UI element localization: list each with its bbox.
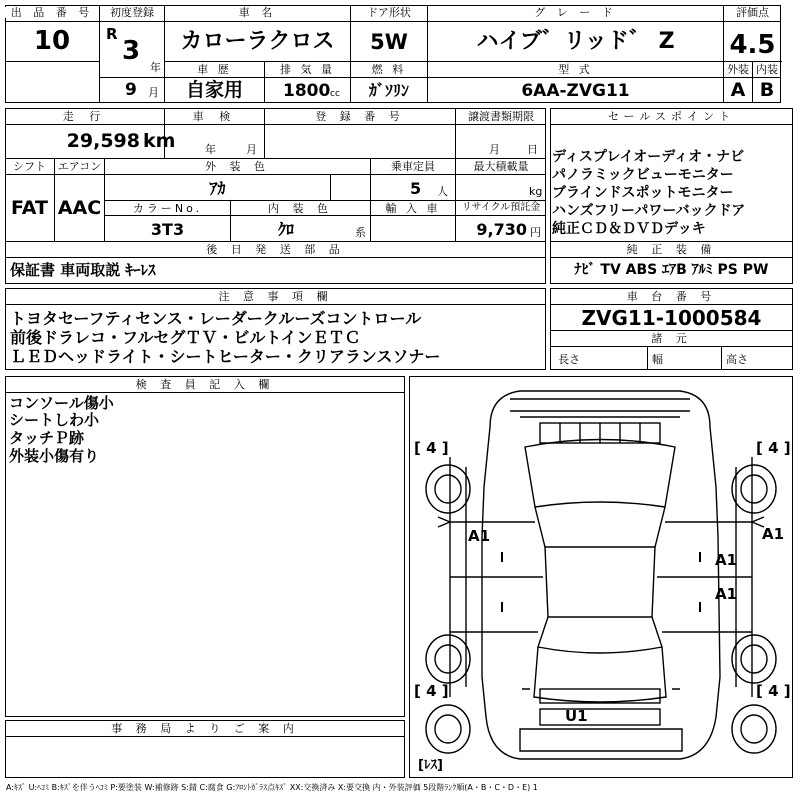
- color-no: 3T3: [150, 220, 185, 239]
- mileage-label: 走 行: [62, 110, 107, 123]
- transfer-day-unit: 日: [527, 143, 538, 156]
- equip-label: 純 正 装 備: [626, 243, 717, 256]
- shift-label: シフト: [13, 160, 46, 173]
- first-reg-year: 3: [122, 36, 141, 66]
- seats-label: 乗車定員: [391, 160, 435, 173]
- recycle-label: リサイクル預託金: [461, 202, 541, 213]
- year-unit: 年: [150, 61, 161, 74]
- mileage: 29,598: [66, 130, 140, 152]
- recycle-fee: 9,730: [476, 220, 527, 239]
- model-label: 型 式: [558, 63, 593, 76]
- tire-rear-right: [ 4 ]: [756, 682, 791, 700]
- spare-tire: [ﾚｽ]: [418, 758, 443, 773]
- note-line: ＬＥＤヘッドライト・シートヒーター・クリアランスソナー: [10, 347, 441, 366]
- displacement-label: 排 気 量: [280, 63, 335, 76]
- inspection-month-unit: 月: [246, 143, 257, 156]
- door-label: ドア形状: [367, 6, 411, 19]
- inspector-line: 外装小傷有り: [9, 447, 100, 465]
- sales-line: パノラミックビューモニター: [552, 167, 734, 183]
- sales-line: ブラインドスポットモニター: [552, 185, 734, 201]
- int-color-unit: 系: [355, 226, 366, 239]
- damage-mark-right-fender: A1: [762, 525, 785, 543]
- note-line: トヨタセーフティセンス・レーダークルーズコントロール: [10, 309, 422, 328]
- tire-front-left: [ 4 ]: [414, 439, 449, 457]
- plate-label: 登 録 番 号: [315, 110, 405, 123]
- notes-label: 注 意 事 項 欄: [218, 290, 333, 303]
- inspector-label: 検 査 員 記 入 欄: [135, 378, 275, 391]
- era: R: [106, 25, 118, 43]
- office-label: 事 務 局 よ り ご 案 内: [111, 722, 299, 735]
- recycle-unit: 円: [530, 226, 541, 239]
- inspection-label: 車 検: [192, 110, 237, 123]
- seats: 5: [410, 179, 422, 198]
- interior-grade: B: [759, 79, 775, 101]
- aircon-label: エアコン: [57, 160, 102, 173]
- transfer-label: 譲渡書類期限: [468, 110, 534, 123]
- exterior-grade: A: [730, 79, 746, 101]
- aircon: AAC: [57, 197, 102, 219]
- transfer-month-unit: 月: [489, 143, 500, 156]
- fuel-label: 燃 料: [371, 63, 407, 76]
- sales-line: 純正ＣＤ＆ＤＶＤデッキ: [552, 221, 706, 237]
- width-label: 幅: [652, 353, 663, 366]
- spec-label: 諸 元: [651, 332, 692, 345]
- damage-mark-right-rear-door: A1: [715, 585, 738, 603]
- height-label: 高さ: [726, 353, 748, 366]
- interior-label: 内装: [756, 63, 778, 76]
- note-line: 前後ドラレコ・フルセグＴＶ・ビルトインＥＴＣ: [10, 328, 361, 347]
- inspection-year-unit: 年: [205, 143, 216, 156]
- grade-label: グ レ ー ド: [428, 7, 723, 18]
- first-reg-month: 9: [125, 80, 137, 100]
- inspector-line: コンソール傷小: [9, 394, 114, 412]
- import-label: 輸 入 車: [385, 202, 441, 215]
- int-color-label: 内 装 色: [268, 202, 333, 215]
- sales-lines: [552, 150, 792, 240]
- load-label: 最大積載量: [473, 160, 529, 173]
- car-outline: [410, 377, 792, 777]
- month-unit: 月: [148, 86, 159, 99]
- tire-front-right: [ 4 ]: [756, 439, 791, 457]
- fuel-type: ｶﾞｿﾘﾝ: [368, 81, 409, 100]
- damage-mark-rear: U1: [565, 707, 588, 725]
- ext-color: ｱｶ: [209, 179, 226, 198]
- equipment: ﾅﾋﾞ TV ABS ｴｱB ｱﾙﾐ PS PW: [574, 262, 769, 278]
- mileage-unit: km: [143, 130, 176, 152]
- door-type: 5W: [370, 30, 408, 54]
- first-reg-label: 初度登録: [110, 6, 154, 19]
- sales-label: セールスポイント: [607, 110, 735, 123]
- inspector-line: シートしわ小: [9, 411, 100, 429]
- car-diagram: [409, 376, 793, 778]
- int-color: ｸﾛ: [277, 220, 294, 239]
- seats-unit: 人: [437, 185, 448, 198]
- sales-line: ハンズフリーパワーバックドア: [552, 203, 746, 219]
- car-name-label: 車 名: [165, 7, 350, 18]
- sales-line: ディスプレイオーディオ・ナビ: [552, 149, 745, 165]
- damage-mark-left-door: A1: [468, 527, 491, 545]
- later-parts: 保証書 車両取説 ｷｰﾚｽ: [10, 261, 156, 279]
- load-unit: kg: [529, 185, 543, 198]
- car-name: カローラクロス: [180, 29, 335, 54]
- inspector-line: タッチＰ跡: [9, 429, 85, 447]
- score-label: 評価点: [736, 6, 769, 19]
- chassis-label: 車 台 番 号: [626, 290, 717, 303]
- color-no-label: カラーNo.: [132, 202, 203, 215]
- history-label: 車 歴: [197, 63, 232, 76]
- ext-color-label: 外 装 色: [205, 160, 270, 173]
- grade: ハイブ゛リッド゛ Z: [476, 29, 675, 54]
- lot-no-label: 出 品 番 号: [5, 7, 99, 18]
- chassis-number: ZVG11-1000584: [581, 306, 762, 330]
- score: 4.5: [729, 30, 776, 60]
- model-code: 6AA-ZVG11: [521, 81, 630, 101]
- lot-no: 10: [33, 26, 71, 56]
- length-label: 長さ: [558, 353, 580, 366]
- legend: A:ｷｽﾞ U:ﾍｺﾐ B:ｷｽﾞを伴うﾍｺﾐ P:要塗装 W:補修跡 S:錆 C:腐食 G:ﾌﾛﾝﾄｶﾞﾗｽ点ｷｽﾞ XX:交換済み X:要交換 内・外装評価 5段階ﾗﾝｸ順(A・B・C・D・E) 1: [6, 783, 538, 792]
- damage-mark-right-door: A1: [715, 551, 738, 569]
- car-history: 自家用: [185, 79, 243, 101]
- displacement-unit: cc: [330, 89, 340, 99]
- displacement: 1800: [283, 81, 331, 101]
- later-parts-label: 後 日 発 送 部 品: [206, 243, 345, 256]
- shift: FAT: [11, 197, 48, 219]
- tire-rear-left: [ 4 ]: [414, 682, 449, 700]
- exterior-label: 外装: [727, 63, 749, 76]
